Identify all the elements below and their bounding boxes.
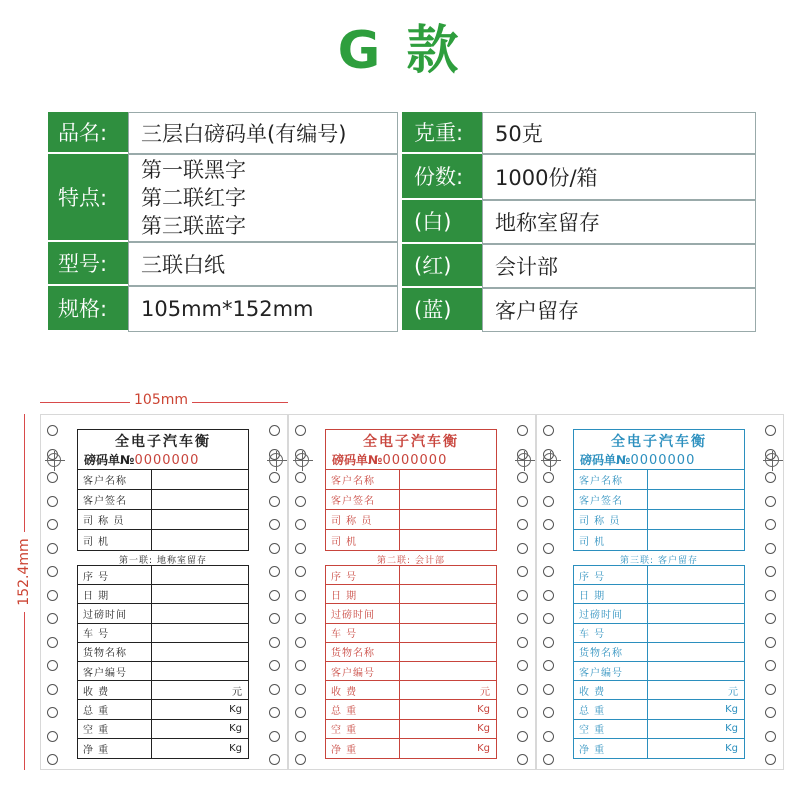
row-label: 司 机 — [326, 530, 400, 550]
model-label: 型号: — [48, 242, 128, 286]
feature-item: 第一联黑字 — [141, 158, 246, 182]
sprocket-hole-icon — [543, 543, 554, 554]
sprocket-hole-icon — [295, 566, 306, 577]
copy-section-label: 第三联: 客户留存 — [620, 556, 698, 566]
row-unit: Kg — [725, 703, 738, 715]
sprocket-hole-icon — [517, 519, 528, 530]
row-unit: 元 — [728, 686, 738, 698]
sprocket-hole-icon — [543, 684, 554, 695]
sprocket-hole-icon — [47, 637, 58, 648]
width-dimension-label: 105mm — [130, 392, 192, 408]
spec-table — [48, 112, 756, 332]
sprocket-hole-icon — [269, 613, 280, 624]
blue-copy-value: 客户留存 — [482, 288, 756, 332]
row-unit: Kg — [725, 723, 738, 735]
sprocket-hole-icon — [517, 684, 528, 695]
form-row — [574, 700, 744, 719]
sprocket-hole-icon — [765, 590, 776, 601]
feature-list — [128, 154, 398, 242]
row-label: 客户编号 — [78, 662, 152, 680]
form-row — [326, 470, 496, 490]
row-label: 货物名称 — [78, 643, 152, 661]
form-row — [78, 681, 248, 700]
sprocket-hole-icon — [543, 472, 554, 483]
form-row — [78, 720, 248, 739]
form-row — [574, 720, 744, 739]
sprocket-hole-icon — [543, 566, 554, 577]
row-label: 日 期 — [78, 585, 152, 603]
sprocket-hole-icon — [543, 590, 554, 601]
red-copy-value: 会计部 — [482, 244, 756, 288]
sprocket-hole-icon — [543, 731, 554, 742]
size-label: 规格: — [48, 286, 128, 332]
row-value — [400, 530, 496, 550]
customer-box — [325, 469, 497, 551]
height-dimension-label: 152.4mm — [16, 532, 32, 612]
form-row — [326, 510, 496, 530]
sprocket-hole-icon — [47, 684, 58, 695]
copy-section-label: 第二联: 会计部 — [377, 556, 445, 566]
row-label: 司 称 员 — [574, 510, 648, 529]
row-label: 日 期 — [326, 585, 400, 603]
row-label: 空 重 — [78, 720, 152, 738]
sprocket-hole-icon — [269, 684, 280, 695]
row-label: 过磅时间 — [326, 604, 400, 622]
form-row — [78, 604, 248, 623]
form-row — [78, 739, 248, 758]
row-unit — [648, 662, 744, 680]
form-heading: 全电子汽车衡 — [115, 434, 211, 450]
row-unit: Kg — [477, 703, 490, 715]
row-label: 客户签名 — [78, 490, 152, 509]
sprocket-hole-icon — [765, 613, 776, 624]
form-number — [84, 451, 199, 468]
row-label: 司 机 — [574, 530, 648, 550]
form-row — [574, 530, 744, 550]
sprocket-hole-icon — [47, 496, 58, 507]
row-label: 客户签名 — [326, 490, 400, 509]
form-row — [574, 604, 744, 623]
sprocket-hole-icon — [295, 660, 306, 671]
sprocket-hole-icon — [543, 519, 554, 530]
sprocket-hole-icon — [517, 637, 528, 648]
weighing-box — [573, 565, 745, 759]
sprocket-hole-icon — [517, 754, 528, 765]
sprocket-hole-icon — [47, 519, 58, 530]
sprocket-hole-icon — [517, 731, 528, 742]
form-row — [326, 643, 496, 662]
sprocket-hole-icon — [269, 590, 280, 601]
form-sub-label: 磅码单 — [580, 453, 617, 467]
row-label: 过磅时间 — [78, 604, 152, 622]
weight-value: 50克 — [482, 112, 756, 154]
sprocket-hole-icon — [47, 566, 58, 577]
registration-mark-icon — [269, 453, 283, 467]
sprocket-hole-icon — [295, 425, 306, 436]
white-copy-value: 地称室留存 — [482, 200, 756, 244]
row-unit — [400, 604, 496, 622]
row-unit — [152, 604, 248, 622]
number-prefix: № — [368, 453, 383, 467]
row-unit — [648, 585, 744, 603]
sprocket-hole-icon — [295, 637, 306, 648]
sprocket-hole-icon — [517, 660, 528, 671]
form-row — [574, 490, 744, 510]
red-copy-sheet — [288, 414, 536, 770]
form-row — [326, 585, 496, 604]
sprocket-hole-icon — [543, 707, 554, 718]
row-unit — [152, 585, 248, 603]
registration-mark-icon — [295, 453, 309, 467]
sprocket-hole-icon — [295, 754, 306, 765]
sprocket-hole-icon — [543, 637, 554, 648]
sprocket-hole-icon — [543, 660, 554, 671]
sprocket-hole-icon — [765, 496, 776, 507]
sprocket-hole-icon — [543, 425, 554, 436]
height-dimension — [16, 414, 32, 770]
sprocket-hole-icon — [269, 519, 280, 530]
sprocket-hole-icon — [47, 731, 58, 742]
form-row — [326, 720, 496, 739]
row-unit — [152, 566, 248, 584]
sprocket-hole-icon — [765, 684, 776, 695]
row-label: 客户名称 — [574, 470, 648, 489]
row-unit — [400, 585, 496, 603]
form-row — [78, 470, 248, 490]
row-label: 客户编号 — [574, 662, 648, 680]
row-label: 日 期 — [574, 585, 648, 603]
qty-value: 1000份/箱 — [482, 154, 756, 200]
serial-number: 0000000 — [382, 453, 448, 468]
row-label: 车 号 — [78, 624, 152, 642]
row-label: 序 号 — [326, 566, 400, 584]
row-unit — [400, 662, 496, 680]
model-value: 三联白纸 — [128, 242, 398, 286]
row-value — [648, 490, 744, 509]
weighing-box — [325, 565, 497, 759]
sprocket-hole-icon — [295, 472, 306, 483]
sprocket-hole-icon — [47, 754, 58, 765]
form-header — [325, 429, 497, 469]
black-copy-sheet — [40, 414, 288, 770]
row-label: 司 称 员 — [326, 510, 400, 529]
row-unit — [400, 624, 496, 642]
sprocket-hole-icon — [517, 566, 528, 577]
sprocket-hole-icon — [517, 613, 528, 624]
row-label: 客户签名 — [574, 490, 648, 509]
serial-number: 0000000 — [134, 453, 200, 468]
copy-section-label: 第一联: 地称室留存 — [119, 556, 207, 566]
row-label: 客户名称 — [78, 470, 152, 489]
form-sub-label: 磅码单 — [332, 453, 369, 467]
row-value — [648, 530, 744, 550]
row-label: 净 重 — [326, 739, 400, 758]
row-unit: 元 — [480, 686, 490, 698]
registration-mark-icon — [47, 453, 61, 467]
sprocket-hole-icon — [295, 519, 306, 530]
sprocket-hole-icon — [47, 707, 58, 718]
feature-label: 特点: — [48, 154, 128, 242]
form-row — [78, 585, 248, 604]
row-unit — [648, 604, 744, 622]
sprocket-hole-icon — [269, 543, 280, 554]
row-label: 司 称 员 — [78, 510, 152, 529]
row-unit — [648, 624, 744, 642]
form-row — [326, 662, 496, 681]
row-value — [400, 470, 496, 489]
row-label: 净 重 — [78, 739, 152, 758]
form-row — [326, 604, 496, 623]
row-unit — [400, 643, 496, 661]
sprocket-strip — [289, 415, 313, 769]
row-value — [152, 530, 248, 550]
row-label: 总 重 — [574, 700, 648, 718]
sprocket-hole-icon — [517, 496, 528, 507]
customer-box — [573, 469, 745, 551]
row-label: 客户编号 — [326, 662, 400, 680]
form-heading: 全电子汽车衡 — [611, 434, 707, 450]
row-unit — [152, 643, 248, 661]
form-sub-label: 磅码单 — [84, 453, 121, 467]
form-number — [580, 451, 695, 468]
row-value — [400, 490, 496, 509]
sprocket-hole-icon — [295, 731, 306, 742]
customer-box — [77, 469, 249, 551]
form-row — [574, 643, 744, 662]
serial-number: 0000000 — [630, 453, 696, 468]
form-row — [78, 530, 248, 550]
sprocket-hole-icon — [517, 707, 528, 718]
sprocket-hole-icon — [295, 590, 306, 601]
sprocket-hole-icon — [765, 543, 776, 554]
sprocket-hole-icon — [765, 707, 776, 718]
row-unit: Kg — [477, 742, 490, 754]
form-row — [574, 681, 744, 700]
row-label: 空 重 — [574, 720, 648, 738]
sprocket-hole-icon — [517, 543, 528, 554]
sprocket-hole-icon — [517, 590, 528, 601]
sprocket-hole-icon — [295, 613, 306, 624]
sprocket-hole-icon — [295, 684, 306, 695]
white-copy-label: (白) — [402, 200, 482, 244]
form-heading: 全电子汽车衡 — [363, 434, 459, 450]
form-row — [326, 739, 496, 758]
row-value — [648, 510, 744, 529]
form-row — [326, 490, 496, 510]
row-unit: Kg — [229, 703, 242, 715]
sprocket-hole-icon — [269, 707, 280, 718]
form-number — [332, 451, 447, 468]
row-value — [152, 470, 248, 489]
row-value — [648, 470, 744, 489]
feature-item: 第三联蓝字 — [141, 214, 246, 238]
sprocket-hole-icon — [765, 754, 776, 765]
form-row — [78, 643, 248, 662]
row-label: 总 重 — [326, 700, 400, 718]
sprocket-hole-icon — [295, 496, 306, 507]
row-label: 收 费 — [326, 681, 400, 699]
sprocket-hole-icon — [765, 660, 776, 671]
row-label: 序 号 — [78, 566, 152, 584]
form-row — [326, 681, 496, 700]
name-label: 品名: — [48, 112, 128, 154]
row-label: 过磅时间 — [574, 604, 648, 622]
row-label: 收 费 — [78, 681, 152, 699]
page-title: G 款 — [337, 21, 463, 81]
sprocket-hole-icon — [47, 543, 58, 554]
number-prefix: № — [616, 453, 631, 467]
sprocket-hole-icon — [765, 519, 776, 530]
form-row — [574, 585, 744, 604]
sprocket-hole-icon — [765, 637, 776, 648]
sprocket-hole-icon — [47, 613, 58, 624]
sprocket-hole-icon — [765, 731, 776, 742]
form-row — [78, 510, 248, 530]
sprocket-strip — [759, 415, 783, 769]
blue-copy-sheet — [536, 414, 784, 770]
row-value — [400, 510, 496, 529]
form-row — [326, 530, 496, 550]
sprocket-hole-icon — [269, 731, 280, 742]
row-label: 空 重 — [326, 720, 400, 738]
sprocket-strip — [41, 415, 65, 769]
sprocket-hole-icon — [269, 660, 280, 671]
registration-mark-icon — [765, 453, 779, 467]
row-unit — [400, 566, 496, 584]
sprocket-hole-icon — [543, 754, 554, 765]
sprocket-hole-icon — [765, 566, 776, 577]
form-row — [574, 662, 744, 681]
blue-copy-label: (蓝) — [402, 288, 482, 332]
registration-mark-icon — [543, 453, 557, 467]
row-unit — [152, 624, 248, 642]
row-label: 序 号 — [574, 566, 648, 584]
form-row — [574, 624, 744, 643]
row-unit — [648, 643, 744, 661]
row-unit: Kg — [477, 723, 490, 735]
sprocket-hole-icon — [269, 472, 280, 483]
sprocket-hole-icon — [269, 754, 280, 765]
red-copy-label: (红) — [402, 244, 482, 288]
row-label: 客户名称 — [326, 470, 400, 489]
form-row — [326, 700, 496, 719]
sprocket-hole-icon — [543, 613, 554, 624]
sprocket-hole-icon — [47, 590, 58, 601]
width-dimension — [40, 392, 288, 408]
number-prefix: № — [120, 453, 135, 467]
sprocket-hole-icon — [765, 472, 776, 483]
sprocket-hole-icon — [269, 425, 280, 436]
row-unit: Kg — [229, 723, 242, 735]
sprocket-strip — [537, 415, 561, 769]
sprocket-hole-icon — [47, 472, 58, 483]
form-row — [78, 566, 248, 585]
row-unit — [152, 662, 248, 680]
sprocket-hole-icon — [47, 660, 58, 671]
sprocket-hole-icon — [517, 425, 528, 436]
form-row — [78, 700, 248, 719]
sprocket-hole-icon — [543, 496, 554, 507]
row-unit: 元 — [232, 686, 242, 698]
form-header — [573, 429, 745, 469]
form-row — [326, 624, 496, 643]
sprocket-hole-icon — [47, 425, 58, 436]
row-value — [152, 510, 248, 529]
row-label: 净 重 — [574, 739, 648, 758]
name-value: 三层白磅码单(有编号) — [128, 112, 398, 154]
row-label: 车 号 — [574, 624, 648, 642]
sprocket-hole-icon — [295, 707, 306, 718]
weighing-box — [77, 565, 249, 759]
sprocket-hole-icon — [517, 472, 528, 483]
form-row — [574, 510, 744, 530]
qty-label: 份数: — [402, 154, 482, 200]
sprocket-hole-icon — [295, 543, 306, 554]
form-row — [326, 566, 496, 585]
form-row — [78, 490, 248, 510]
sprocket-hole-icon — [765, 425, 776, 436]
sprocket-hole-icon — [269, 637, 280, 648]
row-label: 货物名称 — [574, 643, 648, 661]
form-header — [77, 429, 249, 469]
sprocket-strip — [263, 415, 287, 769]
form-row — [574, 566, 744, 585]
row-label: 司 机 — [78, 530, 152, 550]
registration-mark-icon — [517, 453, 531, 467]
sprocket-hole-icon — [269, 496, 280, 507]
form-row — [78, 662, 248, 681]
row-label: 总 重 — [78, 700, 152, 718]
row-unit: Kg — [725, 742, 738, 754]
form-row — [574, 739, 744, 758]
size-value: 105mm*152mm — [128, 286, 398, 332]
row-label: 收 费 — [574, 681, 648, 699]
form-row — [78, 624, 248, 643]
feature-item: 第二联红字 — [141, 186, 246, 210]
form-row — [574, 470, 744, 490]
row-unit: Kg — [229, 742, 242, 754]
row-value — [152, 490, 248, 509]
row-unit — [648, 566, 744, 584]
row-label: 车 号 — [326, 624, 400, 642]
sprocket-hole-icon — [269, 566, 280, 577]
sprocket-strip — [511, 415, 535, 769]
weight-label: 克重: — [402, 112, 482, 154]
row-label: 货物名称 — [326, 643, 400, 661]
